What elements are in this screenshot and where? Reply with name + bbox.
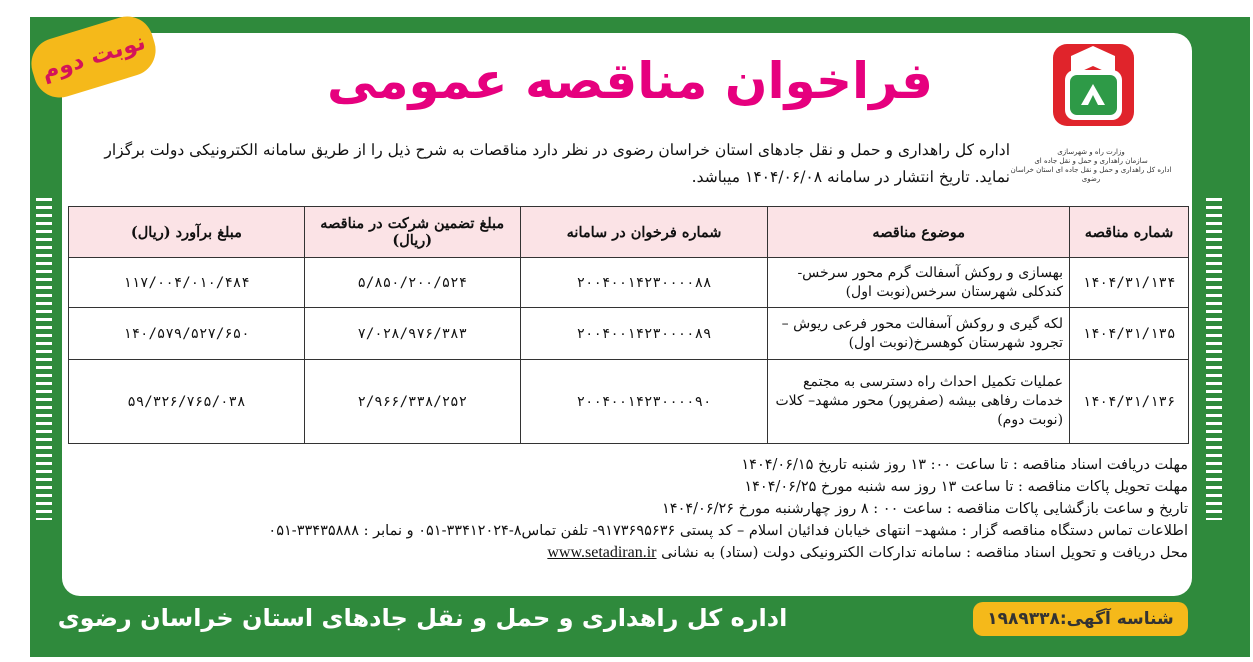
estimate-amount: ۱۴۰/۵۷۹/۵۲۷/۶۵۰ xyxy=(69,308,305,360)
header-subject: موضوع مناقصه xyxy=(768,207,1070,258)
estimate-amount: ۵۹/۳۲۶/۷۶۵/۰۳۸ xyxy=(69,360,305,444)
submission-deadline: مهلت تحویل پاکات مناقصه : تا ساعت ۱۳ روز سه شنبه مورخ ۱۴۰۴/۰۶/۲۵ xyxy=(744,479,1188,495)
table-row xyxy=(69,308,1189,360)
ad-id-value: ۱۹۸۹۳۳۸ xyxy=(987,609,1060,629)
contact-info: اطلاعات تماس دستگاه مناقصه گزار : مشهد– انتهای خیابان فدائیان اسلام – کد پستی ۹۱۷۳۶۹۵۶۳۶- تلفن تماس۸-۳۳۴۱۲۰۲۴-۰۵۱ و نمابر : ۳۳۴۳۵۸۸۸-۰۵۱ xyxy=(268,523,1188,539)
logo-caption xyxy=(1010,148,1172,184)
document-location xyxy=(68,542,1188,564)
docs-deadline: مهلت دریافت اسناد مناقصه : تا ساعت ۰۰: ۱۳ روز شنبه تاریخ ۱۴۰۴/۰۶/۱۵ xyxy=(741,457,1188,473)
guarantee-amount: ۷/۰۲۸/۹۷۶/۳۸۳ xyxy=(304,308,520,360)
tender-number: ۱۴۰۴/۳۱/۱۳۵ xyxy=(1070,308,1189,360)
left-decorative-lines xyxy=(36,198,52,520)
table-header-row xyxy=(69,207,1189,258)
tender-number: ۱۴۰۴/۳۱/۱۳۶ xyxy=(1070,360,1189,444)
round-badge-text: نوبت دوم xyxy=(38,28,149,86)
tender-subject: بهسازی و روکش آسفالت گرم محور سرخس- کندکلی شهرستان سرخس(نوبت اول) xyxy=(768,258,1070,308)
call-number: ۲۰۰۴۰۰۱۴۲۳۰۰۰۰۹۰ xyxy=(520,360,768,444)
intro-paragraph xyxy=(68,137,1010,191)
tenders-table xyxy=(68,206,1189,444)
header-guarantee: مبلغ تضمین شرکت در مناقصه (ریال) xyxy=(304,207,520,258)
logo-caption-line1: وزارت راه و شهرسازی xyxy=(1057,148,1125,156)
tender-subject: عملیات تکمیل احداث راه دسترسی به مجتمع خدمات رفاهی بیشه (صفرپور) محور مشهد– کلات (نوبت دوم) xyxy=(768,360,1070,444)
tender-subject: لکه گیری و روکش آسفالت محور فرعی ریوش – تجرود شهرستان کوهسرخ(نوبت اول) xyxy=(768,308,1070,360)
header-call-number: شماره فرخوان در سامانه xyxy=(520,207,768,258)
table-row xyxy=(69,360,1189,444)
guarantee-amount: ۵/۸۵۰/۲۰۰/۵۲۴ xyxy=(304,258,520,308)
opening-time: تاریخ و ساعت بازگشایی پاکات مناقصه : ساعت ۰۰ : ۸ روز چهارشنبه مورخ ۱۴۰۴/۰۶/۲۶ xyxy=(662,501,1188,517)
intro-line-2: نماید. تاریخ انتشار در سامانه ۱۴۰۴/۰۶/۰۸ میباشد. xyxy=(691,168,1010,186)
logo-caption-line2: سازمان راهداری و حمل و نقل جاده ای xyxy=(1034,157,1148,165)
tender-details xyxy=(68,454,1188,564)
header-tender-number: شماره مناقصه xyxy=(1070,207,1189,258)
document-location-text: محل دریافت و تحویل اسناد مناقصه : سامانه تدارکات الکترونیکی دولت (ستاد) به نشانی xyxy=(661,545,1188,561)
page-title: فراخوان مناقصه عمومی xyxy=(326,52,934,110)
tender-number: ۱۴۰۴/۳۱/۱۳۴ xyxy=(1070,258,1189,308)
estimate-amount: ۱۱۷/۰۰۴/۰۱۰/۴۸۴ xyxy=(69,258,305,308)
ad-id-label: شناسه آگهی: xyxy=(1059,609,1174,629)
call-number: ۲۰۰۴۰۰۱۴۲۳۰۰۰۰۸۸ xyxy=(520,258,768,308)
call-number: ۲۰۰۴۰۰۱۴۲۳۰۰۰۰۸۹ xyxy=(520,308,768,360)
road-organization-logo-icon xyxy=(1051,42,1136,147)
logo-caption-line3: اداره کل راهداری و حمل و نقل جاده ای استان خراسان رضوی xyxy=(1010,166,1172,183)
header-estimate: مبلغ برآورد (ریال) xyxy=(69,207,305,258)
ad-id-badge xyxy=(973,602,1188,636)
intro-line-1: اداره کل راهداری و حمل و نقل جادهای استان خراسان رضوی در نظر دارد مناقصات به شرح ذیل را از طریق سامانه الکترونیکی دولت برگزار xyxy=(104,141,1010,159)
footer-organization: اداره کل راهداری و حمل و نقل جادهای استان خراسان رضوی xyxy=(57,604,788,632)
guarantee-amount: ۲/۹۶۶/۳۳۸/۲۵۲ xyxy=(304,360,520,444)
right-decorative-lines xyxy=(1206,198,1222,520)
table-row xyxy=(69,258,1189,308)
setadiran-link[interactable]: www.setadiran.ir xyxy=(547,544,657,561)
